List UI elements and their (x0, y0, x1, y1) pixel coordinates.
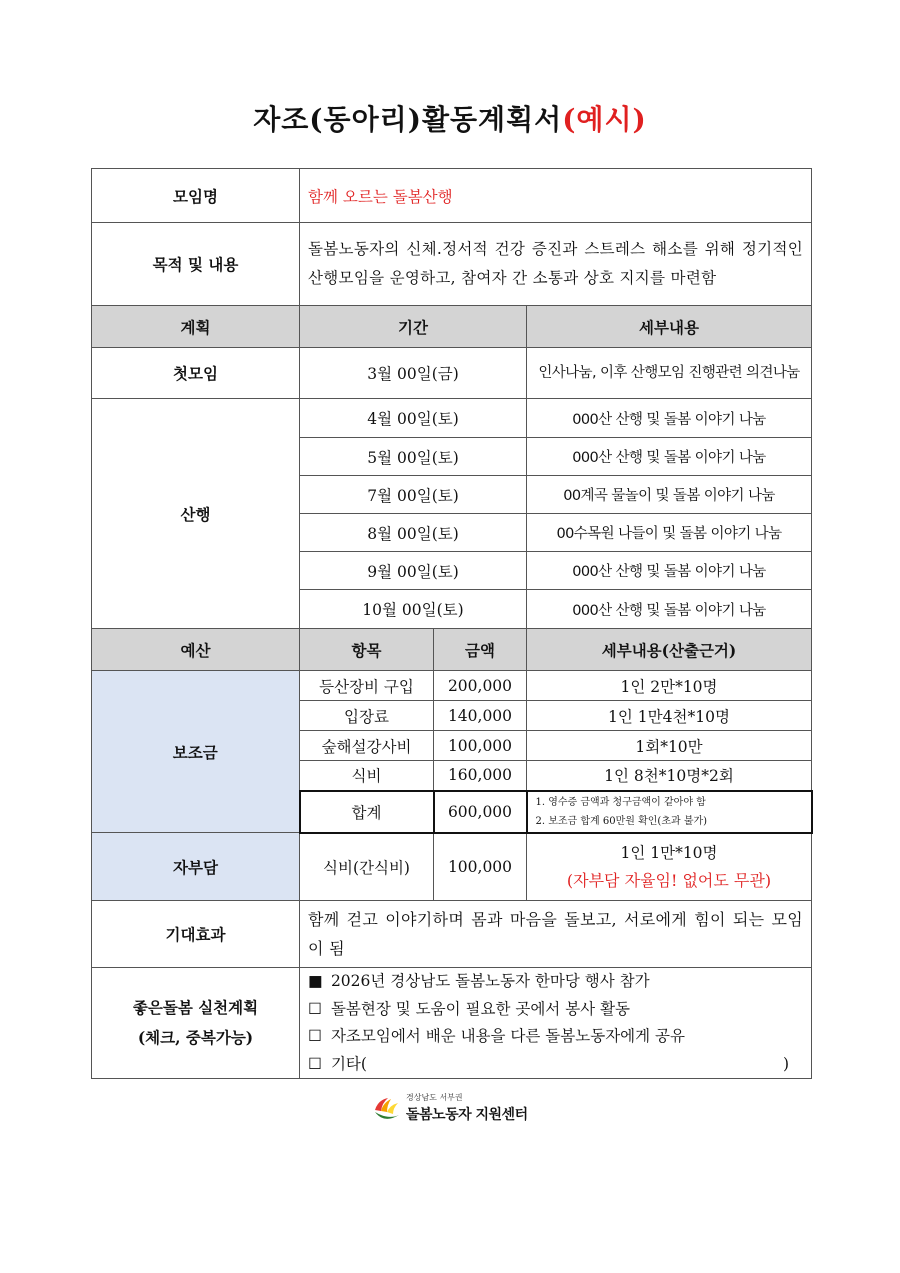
meeting-name-label: 모임명 (92, 169, 300, 223)
practice-item (308, 1051, 803, 1079)
checkbox-empty-icon[interactable]: ☐ (308, 1027, 322, 1045)
purpose-row (92, 223, 812, 306)
subsidy-detail: 1인 1만4천*10명 (527, 701, 812, 731)
self-pay-label: 자부담 (92, 833, 300, 901)
practice-item (308, 1023, 803, 1051)
subsidy-note-2: 2. 보조금 합계 60만원 확인(초과 불가) (535, 815, 708, 827)
subsidy-amount: 100,000 (434, 731, 527, 761)
hiking-date: 10월 00일(토) (300, 590, 527, 629)
budget-header-budget: 예산 (92, 629, 300, 671)
practice-item (308, 996, 803, 1024)
other-input-blank[interactable] (367, 1051, 783, 1079)
hiking-row (92, 399, 812, 438)
self-pay-row (92, 833, 812, 901)
footer-center-name: 돌봄노동자 지원센터 (406, 1107, 528, 1123)
self-pay-detail: 1인 1만*10명 (620, 843, 718, 862)
hiking-detail: 00계곡 물놀이 및 돌봄 이야기 나눔 (527, 476, 812, 514)
purpose-value: 돌봄노동자의 신체.정서적 건강 증진과 스트레스 해소를 위해 정기적인 산행모임을 운영하고, 참여자 간 소통과 상호 지지를 마련함 (300, 223, 812, 306)
subsidy-detail: 1회*10만 (527, 731, 812, 761)
subsidy-total-amount: 600,000 (434, 791, 527, 833)
close-paren: ) (782, 1054, 789, 1073)
self-pay-note: (자부담 자율임! 없어도 무관) (566, 870, 772, 890)
hiking-date: 8월 00일(토) (300, 514, 527, 552)
budget-header-detail: 세부내용(산출근거) (527, 629, 812, 671)
subsidy-detail: 1인 8천*10명*2회 (527, 761, 812, 791)
self-pay-amount: 100,000 (434, 833, 527, 901)
budget-header-row (92, 629, 812, 671)
hiking-detail: 00수목원 나들이 및 돌봄 이야기 나눔 (527, 514, 812, 552)
practice-item-text: 돌봄현장 및 도움이 필요한 곳에서 봉사 활동 (330, 999, 631, 1018)
subsidy-item: 식비 (300, 761, 434, 791)
plan-header-plan: 계획 (92, 306, 300, 348)
subsidy-label: 보조금 (92, 671, 300, 833)
subsidy-item: 숲해설강사비 (300, 731, 434, 761)
hiking-date: 4월 00일(토) (300, 399, 527, 438)
practice-label: 좋은돌봄 실천계획 (132, 998, 259, 1017)
subsidy-note-1: 1. 영수증 금액과 청구금액이 같아야 함 (535, 796, 706, 808)
hiking-date: 7월 00일(토) (300, 476, 527, 514)
subsidy-amount: 140,000 (434, 701, 527, 731)
plan-header-row (92, 306, 812, 348)
plan-header-detail: 세부내용 (527, 306, 812, 348)
first-meeting-label: 첫모임 (92, 348, 300, 399)
practice-item-text: 2026년 경상남도 돌봄노동자 한마당 행사 참가 (330, 972, 650, 990)
self-pay-detail-cell (527, 833, 812, 901)
effect-value: 함께 걷고 이야기하며 몸과 마음을 돌보고, 서로에게 힘이 되는 모임이 됨 (300, 901, 812, 968)
effect-row (92, 901, 812, 968)
budget-header-item: 항목 (300, 629, 434, 671)
meeting-name-value: 함께 오르는 돌봄산행 (300, 169, 812, 223)
subsidy-total-notes (527, 791, 812, 833)
practice-item-text: 기타( (330, 1054, 367, 1073)
hiking-detail: 000산 산행 및 돌봄 이야기 나눔 (527, 590, 812, 629)
subsidy-amount: 160,000 (434, 761, 527, 791)
checkbox-empty-icon[interactable]: ☐ (308, 999, 322, 1018)
center-logo-icon (372, 1094, 402, 1124)
checkbox-checked-icon[interactable]: ■ (308, 972, 323, 990)
first-meeting-date: 3월 00일(금) (300, 348, 527, 399)
subsidy-amount: 200,000 (434, 671, 527, 701)
first-meeting-detail: 인사나눔, 이후 산행모임 진행관련 의견나눔 (527, 348, 812, 399)
plan-header-period: 기간 (300, 306, 527, 348)
effect-label: 기대효과 (92, 901, 300, 968)
title-example: (예시) (562, 103, 647, 136)
practice-item-text: 자조모임에서 배운 내용을 다른 돌봄노동자에게 공유 (330, 1027, 685, 1045)
subsidy-total-label: 합계 (300, 791, 434, 833)
self-pay-item: 식비(간식비) (300, 833, 434, 901)
hiking-date: 5월 00일(토) (300, 438, 527, 476)
subsidy-row (92, 671, 812, 701)
first-meeting-row (92, 348, 812, 399)
hiking-date: 9월 00일(토) (300, 552, 527, 590)
hiking-detail: 000산 산행 및 돌봄 이야기 나눔 (527, 438, 812, 476)
purpose-label: 목적 및 내용 (92, 223, 300, 306)
practice-label-cell (92, 968, 300, 1079)
practice-checklist (300, 968, 812, 1079)
page-title (0, 98, 900, 138)
practice-sublabel: (체크, 중복가능) (137, 1028, 254, 1047)
hiking-detail: 000산 산행 및 돌봄 이야기 나눔 (527, 552, 812, 590)
hiking-label: 산행 (92, 399, 300, 629)
hiking-detail: 000산 산행 및 돌봄 이야기 나눔 (527, 399, 812, 438)
subsidy-detail: 1인 2만*10명 (527, 671, 812, 701)
practice-item (308, 968, 803, 996)
activity-plan-table (91, 168, 813, 1079)
subsidy-item: 입장료 (300, 701, 434, 731)
subsidy-item: 등산장비 구입 (300, 671, 434, 701)
practice-row (92, 968, 812, 1079)
title-main: 자조(동아리)활동계획서 (253, 103, 563, 136)
meeting-name-row (92, 169, 812, 223)
footer-region: 경상남도 서부권 (406, 1093, 463, 1102)
checkbox-empty-icon[interactable]: ☐ (308, 1054, 322, 1073)
budget-header-amount: 금액 (434, 629, 527, 671)
